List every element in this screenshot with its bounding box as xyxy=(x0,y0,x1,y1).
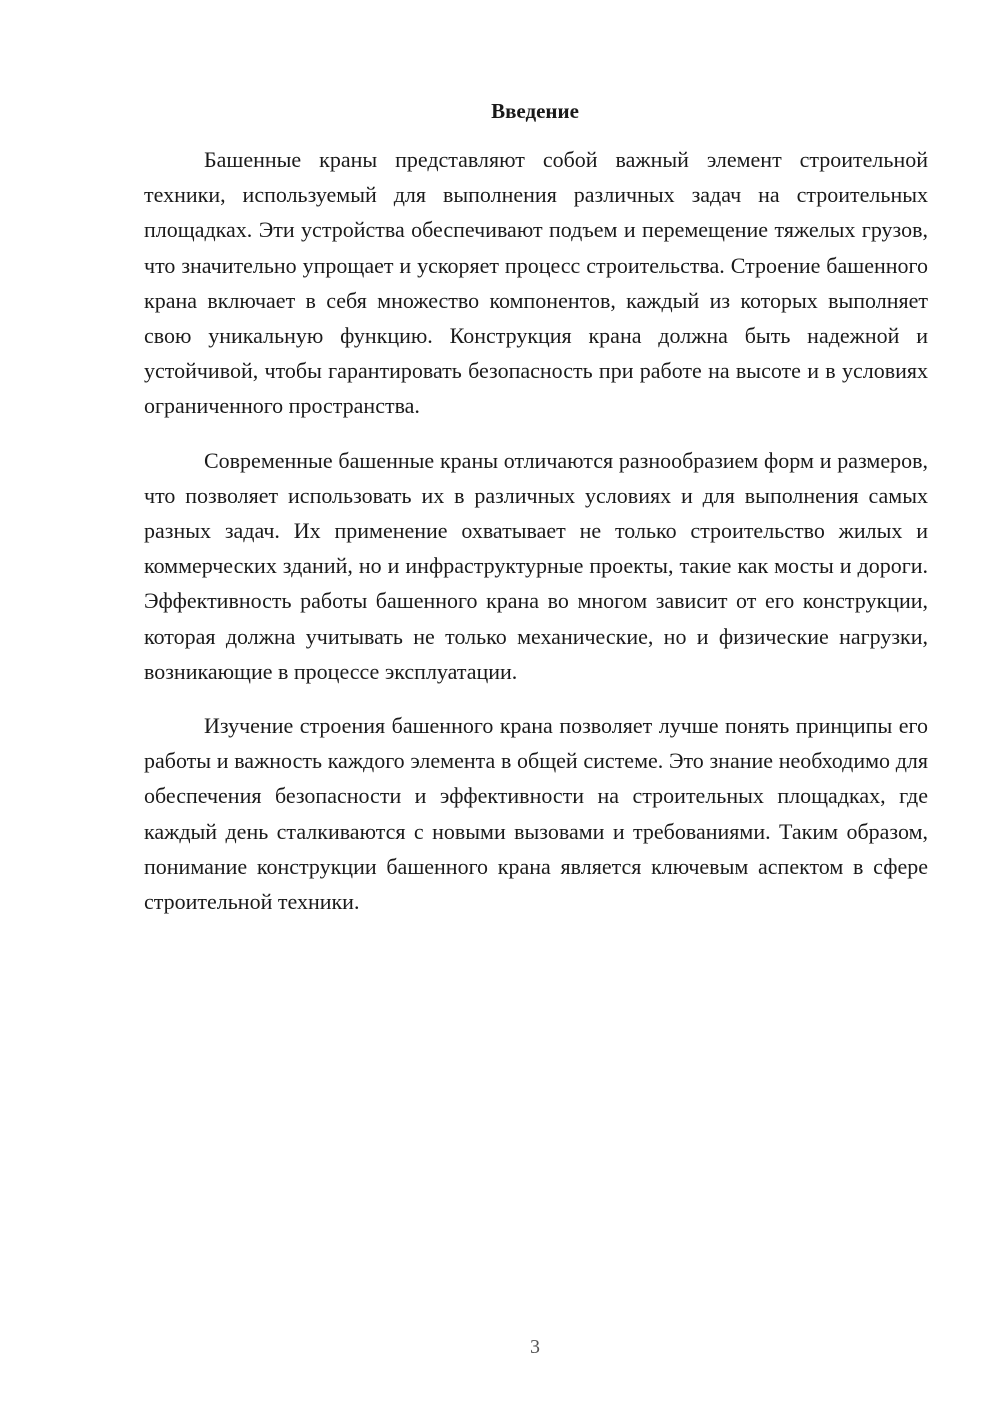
paragraph-2: Современные башенные краны отличаются разнообразием форм и размеров, что позволяет использовать их в различных условиях и для выполнения самых разных задач. Их применение охватывает не только строительство жилых и коммерческих зданий, но и инфраструктурные проекты, такие как мосты и дороги. Эффективность работы башенного крана во многом зависит от его конструкции, которая должна учитывать не только механические, но и физические нагрузки, возникающие в процессе эксплуатации. xyxy=(144,447,928,684)
paragraph-3: Изучение строения башенного крана позволяет лучше понять принципы его работы и важность каждого элемента в общей системе. Это знание необходимо для обеспечения безопасности и эффективности на строительных площадках, где каждый день сталкиваются с новыми вызовами и требованиями. Таким образом, понимание конструкции башенного крана является ключевым аспектом в сфере строительной техники. xyxy=(144,713,928,915)
page-number: 3 xyxy=(530,1336,540,1358)
paragraph-1: Башенные краны представляют собой важный элемент строительной техники, используемый для выполнения различных задач на строительных площадках. Эти устройства обеспечивают подъем и перемещение тяжелых грузов, что значительно упрощает и ускоряет процесс строительства. Строение башенного крана включает в себя множество компонентов, каждый из которых выполняет свою уникальную функцию. Конструкция крана должна быть надежной и устойчивой, чтобы гарантировать безопасность при работе на высоте и в условиях ограниченного пространства. xyxy=(144,147,928,419)
section-title: Введение xyxy=(491,99,579,123)
body-text xyxy=(144,142,928,919)
